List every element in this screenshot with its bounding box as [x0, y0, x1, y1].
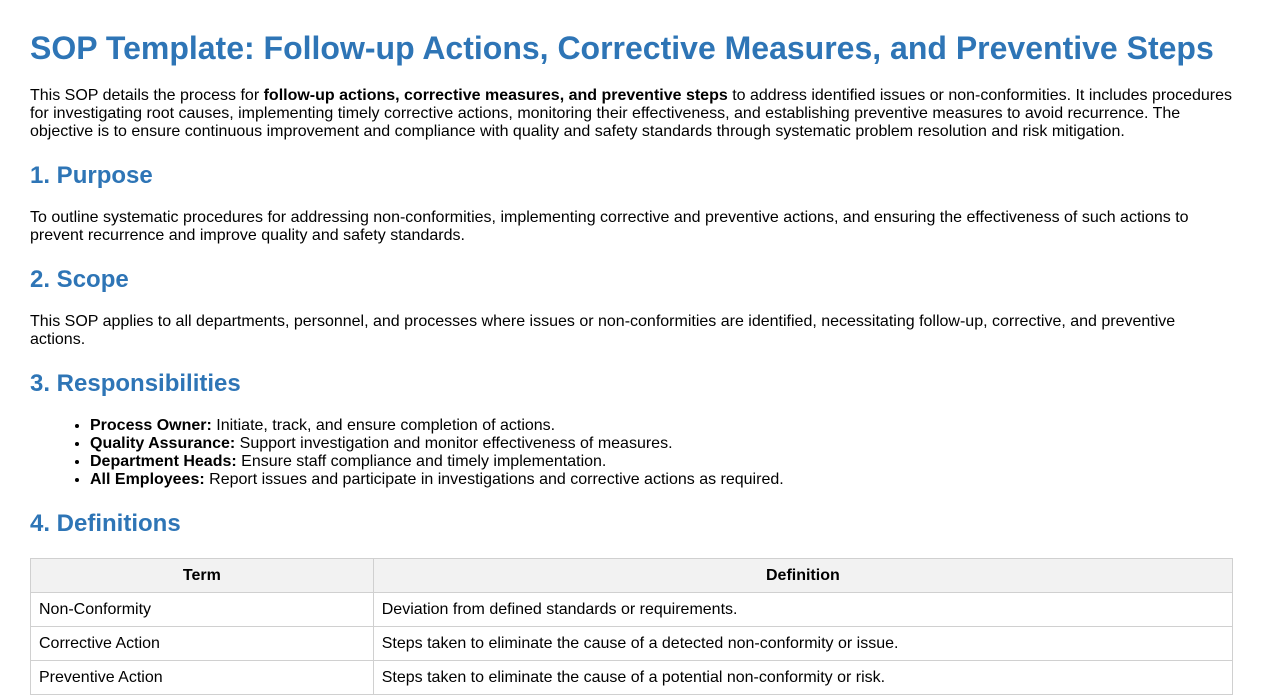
- intro-text-bold: follow-up actions, corrective measures, and preventive steps: [263, 87, 728, 104]
- role-description: Support investigation and monitor effectiveness of measures.: [235, 435, 673, 452]
- list-item: [90, 417, 784, 435]
- table-row: [31, 661, 1233, 695]
- definition-cell: Steps taken to eliminate the cause of a detected non-conformity or issue.: [373, 627, 1232, 661]
- role-label: Department Heads:: [90, 453, 237, 470]
- responsibilities-list: [90, 417, 784, 489]
- purpose-text: To outline systematic procedures for addressing non-conformities, implementing corrective and preventive actions, and ensuring the effectiveness of such actions to prevent recurrence and improve quality and safety standards.: [30, 209, 1189, 244]
- table-header-row: [31, 559, 1233, 593]
- role-label: All Employees:: [90, 471, 205, 488]
- role-description: Report issues and participate in investigations and corrective actions as required.: [204, 471, 784, 488]
- term-cell: Corrective Action: [31, 627, 374, 661]
- intro-text-start: This SOP details the process for: [30, 87, 264, 104]
- column-header-term: Term: [31, 559, 374, 593]
- list-item: [90, 471, 784, 489]
- role-description: Ensure staff compliance and timely implementation.: [236, 453, 607, 470]
- column-header-definition: Definition: [373, 559, 1232, 593]
- table-row: [31, 593, 1233, 627]
- role-description: Initiate, track, and ensure completion of actions.: [211, 417, 556, 434]
- table-row: [31, 627, 1233, 661]
- definition-cell: Deviation from defined standards or requirements.: [373, 593, 1232, 627]
- intro-text-end: to address identified issues or non-conformities. It includes procedures for investigating root causes, implementing timely corrective actions, monitoring their effectiveness, and establishing preventive measures to avoid recurrence. The objective is to ensure continuous improvement and compliance with quality and safety standards through systematic problem resolution and risk mitigation.: [30, 87, 1233, 140]
- definitions-table: [30, 558, 1233, 695]
- scope-text: This SOP applies to all departments, personnel, and processes where issues or non-conformities are identified, necessitating follow-up, corrective, and preventive actions.: [30, 313, 1176, 348]
- list-item: [90, 435, 784, 453]
- role-label: Process Owner:: [90, 417, 212, 434]
- page-title: SOP Template: Follow-up Actions, Corrective Measures, and Preventive Steps: [30, 30, 1214, 66]
- term-cell: Preventive Action: [31, 661, 374, 695]
- intro-paragraph: [30, 87, 1233, 141]
- definitions-heading: 4. Definitions: [30, 510, 181, 537]
- definition-cell: Steps taken to eliminate the cause of a potential non-conformity or risk.: [373, 661, 1232, 695]
- term-cell: Non-Conformity: [31, 593, 374, 627]
- role-label: Quality Assurance:: [90, 435, 236, 452]
- list-item: [90, 453, 784, 471]
- purpose-heading: 1. Purpose: [30, 162, 153, 189]
- scope-heading: 2. Scope: [30, 266, 129, 293]
- responsibilities-heading: 3. Responsibilities: [30, 370, 241, 397]
